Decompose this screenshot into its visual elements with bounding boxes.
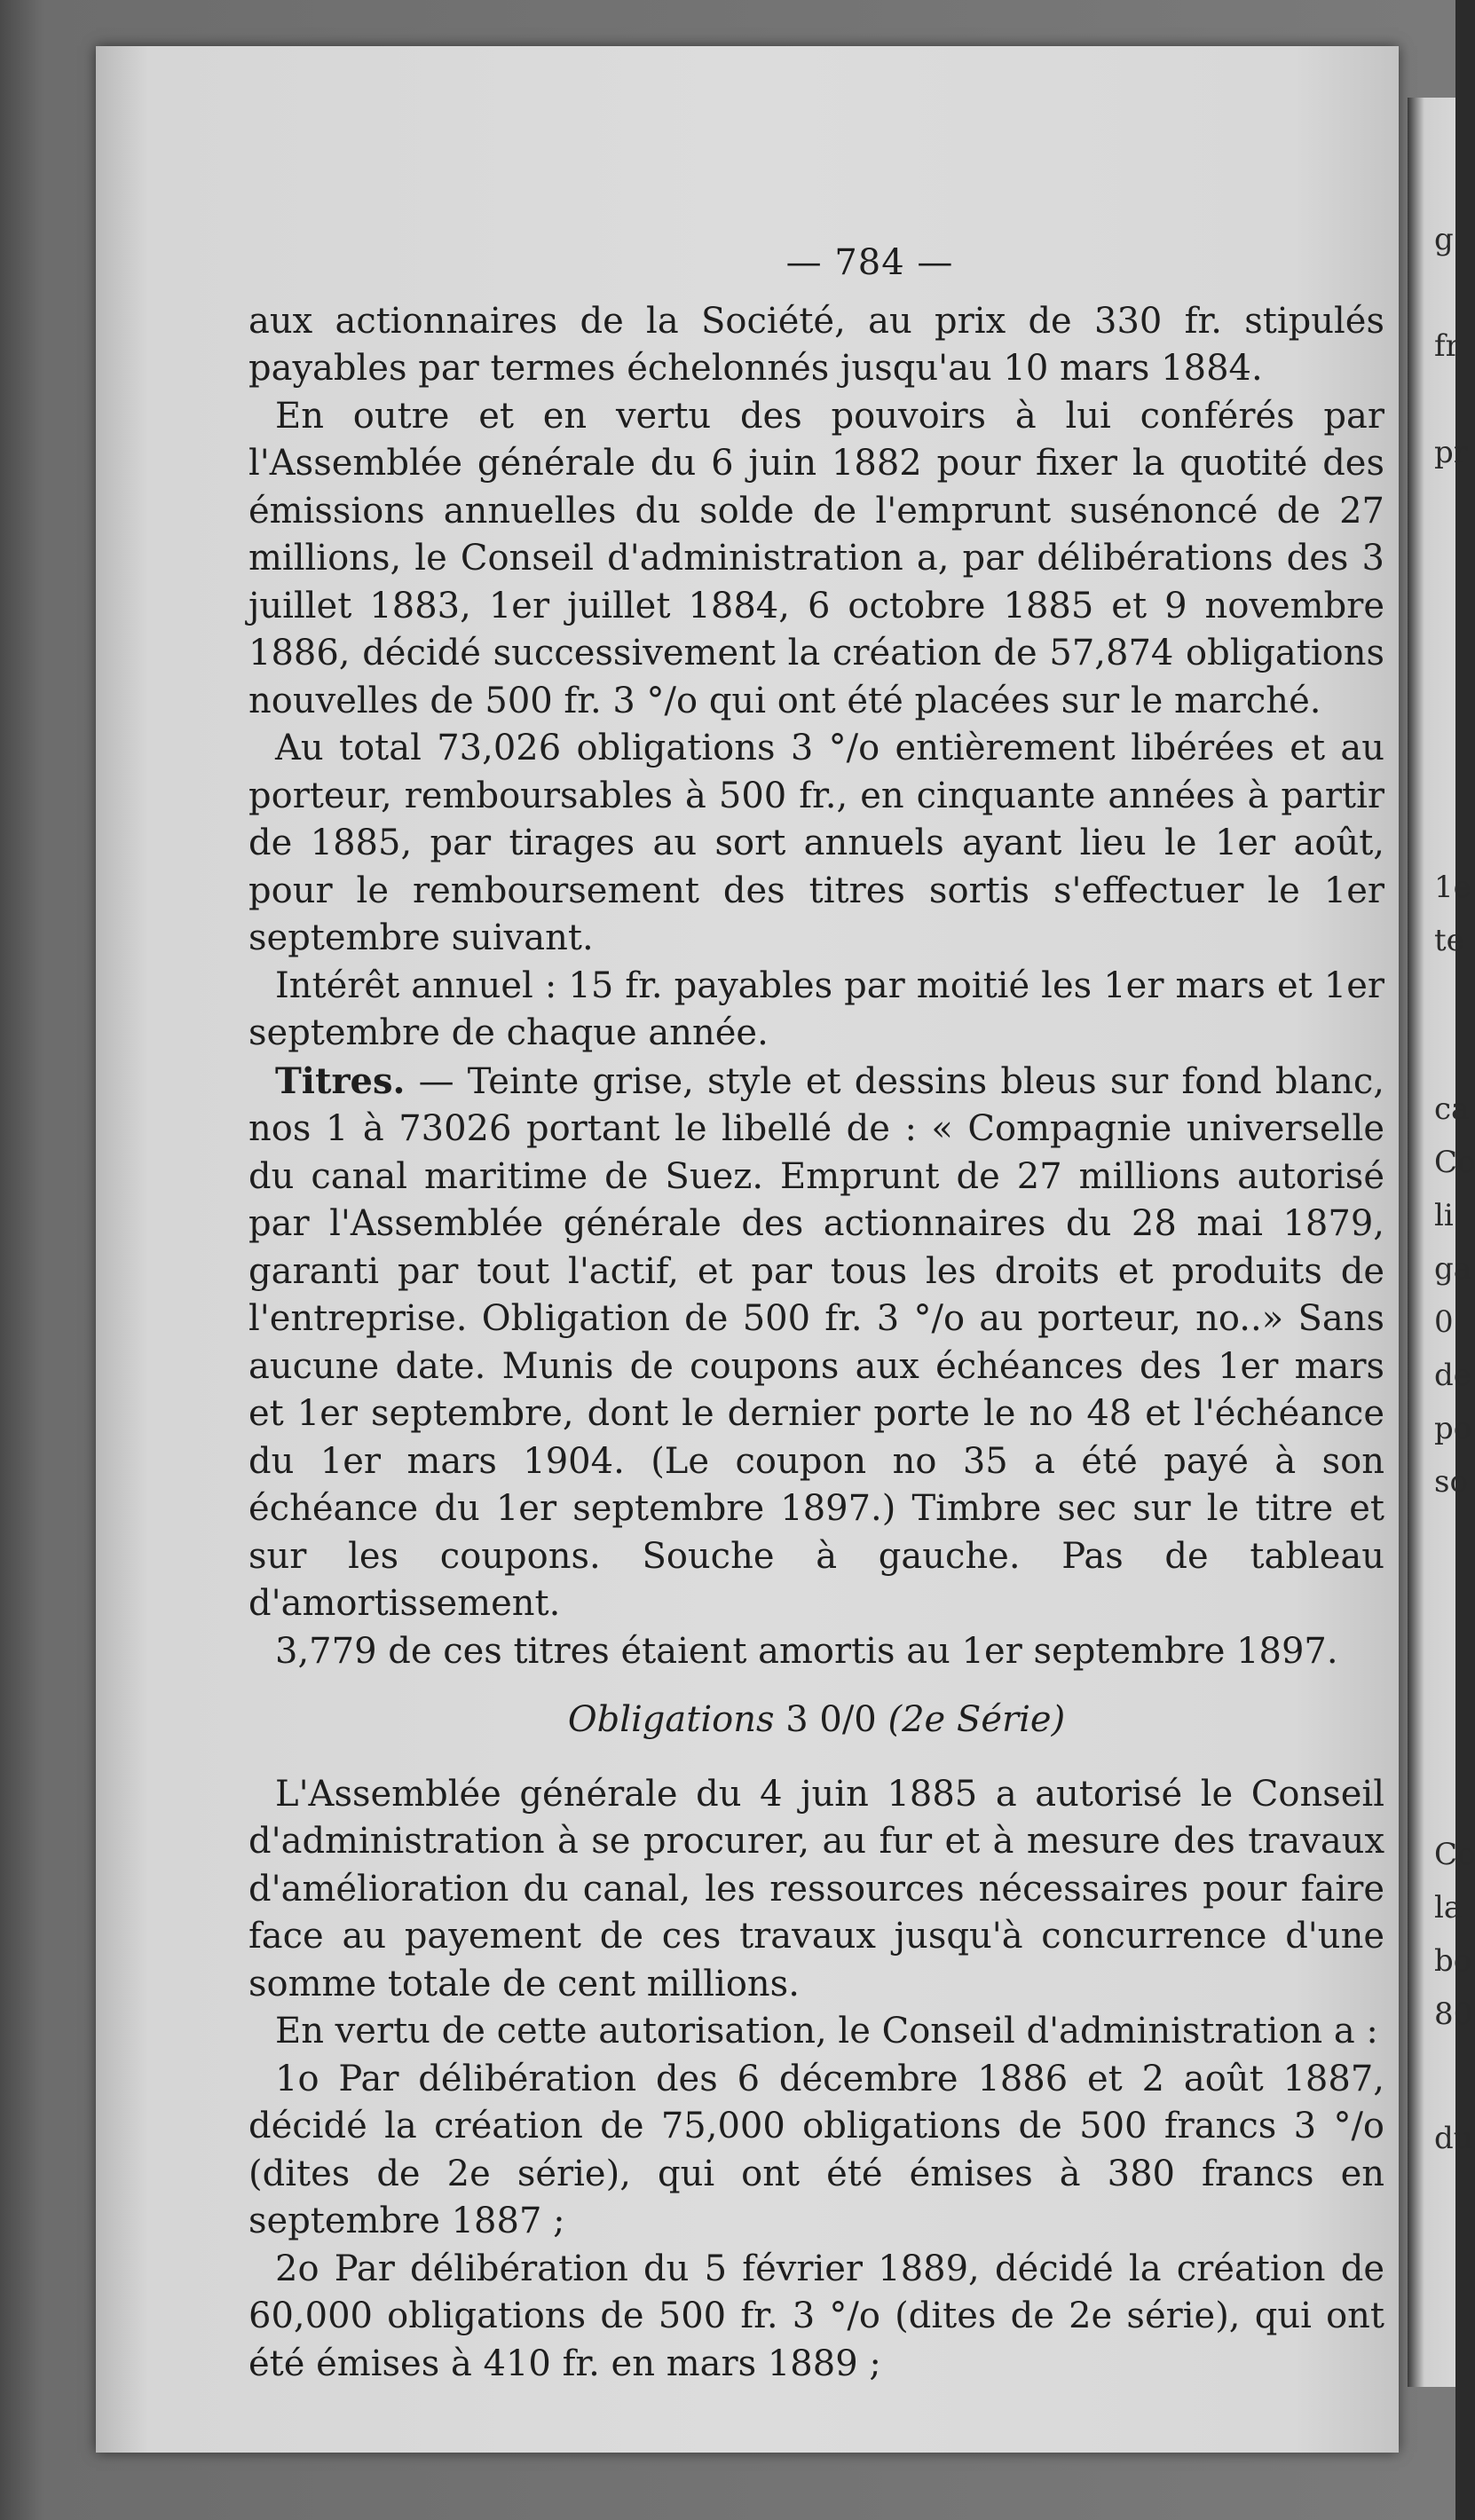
fragment: la bbox=[1434, 1890, 1463, 1925]
fragment: Co bbox=[1434, 1837, 1475, 1872]
paragraph: En vertu de cette autorisation, le Conseil d'administration a : bbox=[275, 2011, 1378, 2051]
section-heading bbox=[248, 1697, 1384, 1744]
fragment: bo bbox=[1434, 1943, 1472, 1979]
fragment: g bbox=[1434, 222, 1454, 257]
fragment: de bbox=[1434, 1358, 1471, 1393]
paragraph: Au total 73,026 obligations 3 °/o entièrement libérées et au porteur, remboursables à 500 fr., en cinquante années à partir de 1885, par tirages au sort annuels ayant lieu le 1er août, pour le remboursement des titres sortis s'effectuer le 1er septembre suivant. bbox=[248, 728, 1384, 958]
fragment: du bbox=[1434, 2121, 1473, 2156]
fragment: pr bbox=[1434, 435, 1469, 470]
fragment: Co bbox=[1434, 1145, 1475, 1180]
fragment: li bbox=[1434, 1198, 1454, 1233]
titres-text: — Teinte grise, style et dessins bleus sur fond blanc, nos 1 à 73026 portant le libellé de : « Compagnie universelle du canal maritime de Suez. Emprunt de 27 millions autorisé par l'Assemblée générale des actionnaires du 28 mai 1879, garanti par tout l'actif, et par tous les droits et produits de l'entreprise. Obligation de 500 fr. 3 °/o au porteur, no..» Sans aucune date. Munis de coupons aux échéances des 1er mars et 1er septembre, dont le dernier porte le no 48 et l'échéance du 1er mars 1904. (Le coupon no 35 a été payé à son échéance du 1er septembre 1897.) Timbre sec sur le titre et sur les coupons. Souche à gauche. Pas de tableau d'amortissement. bbox=[248, 1060, 1384, 1624]
fragment: ga bbox=[1434, 1251, 1472, 1287]
fragment: ca bbox=[1434, 1091, 1470, 1127]
paragraph: 2o Par délibération du 5 février 1889, décidé la création de 60,000 obligations de 500 fr. 3 °/o (dites de 2e série), qui ont été émises à 410 fr. en mars 1889 ; bbox=[248, 2248, 1384, 2384]
fragment: 80 bbox=[1434, 1996, 1473, 2032]
fragment: te bbox=[1434, 923, 1464, 958]
paragraph: aux actionnaires de la Société, au prix de 330 fr. stipulés payables par termes échelonnés jusqu'au 10 mars 1884. bbox=[248, 300, 1384, 389]
paragraph: Intérêt annuel : 15 fr. payables par moitié les 1er mars et 1er septembre de chaque année. bbox=[248, 965, 1384, 1053]
paragraph: En outre et en vertu des pouvoirs à lui conférés par l'Assemblée générale du 6 juin 1882 pour fixer la quotité des émissions annuelles du solde de l'emprunt susénoncé de 27 millions, le Conseil d'administration a, par délibérations des 3 juillet 1883, 1er juillet 1884, 6 octobre 1885 et 9 novembre 1886, décidé successivement la création de 57,874 obligations nouvelles de 500 fr. 3 °/o qui ont été placées sur le marché. bbox=[248, 395, 1384, 721]
fragment: so bbox=[1434, 1464, 1468, 1500]
fragment: po bbox=[1434, 1411, 1472, 1446]
page-number: — 784 — bbox=[785, 242, 954, 283]
paragraph: 1o Par délibération des 6 décembre 1886 et 2 août 1887, décidé la création de 75,000 obligations de 500 francs 3 °/o (dites de 2e série), qui ont été émises à 380 francs en septembre 1887 ; bbox=[248, 2058, 1384, 2241]
titres-paragraph bbox=[248, 1058, 1384, 1628]
adjacent-page-edge bbox=[1408, 98, 1475, 2387]
heading-title: Obligations bbox=[567, 1699, 775, 1740]
heading-series: (2e Série) bbox=[887, 1699, 1066, 1740]
paragraph: 3,779 de ces titres étaient amortis au 1er septembre 1897. bbox=[275, 1630, 1338, 1672]
fragment: fr bbox=[1434, 328, 1460, 364]
fragment: 1e bbox=[1434, 870, 1471, 905]
heading-rate: 3 0/0 bbox=[774, 1699, 888, 1740]
page-content bbox=[248, 240, 1384, 2388]
titres-label: Titres. bbox=[275, 1059, 406, 1102]
fragment: 0 bbox=[1434, 1304, 1454, 1340]
paragraph: L'Assemblée générale du 4 juin 1885 a autorisé le Conseil d'administration à se procurer, au fur et à mesure des travaux d'amélioration du canal, les ressources nécessaires pour faire face au payement de ces travaux jusqu'à concurrence d'une somme totale de cent millions. bbox=[248, 1773, 1384, 2004]
